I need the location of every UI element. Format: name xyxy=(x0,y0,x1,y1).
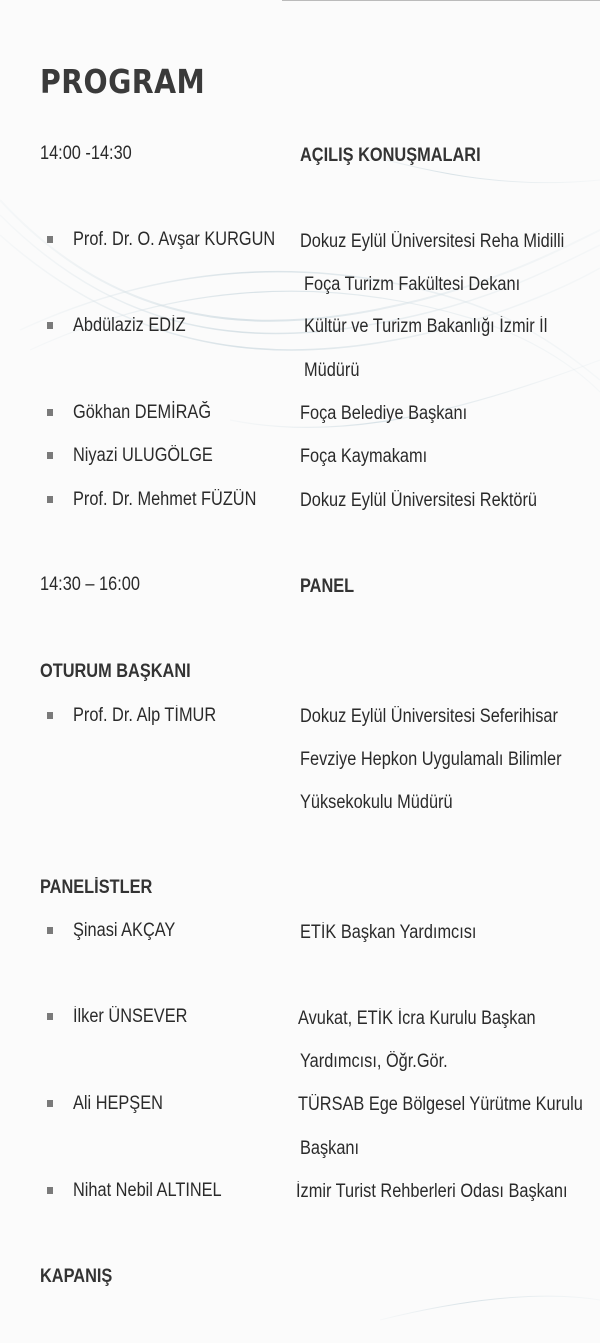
speaker-name: Abdülaziz EDİZ xyxy=(73,315,186,336)
closing-heading: KAPANIŞ xyxy=(40,1266,113,1287)
panelist-name: Şinasi AKÇAY xyxy=(73,920,176,941)
chair-heading: OTURUM BAŞKANI xyxy=(40,661,191,682)
bullet-marker xyxy=(47,452,53,459)
speaker-role-line: Dokuz Eylül Üniversitesi Reha Midilli xyxy=(300,231,565,252)
panelist-role-line: TÜRSAB Ege Bölgesel Yürütme Kurulu xyxy=(298,1094,583,1115)
panelist-role-line: Başkanı xyxy=(300,1138,360,1159)
opening-time: 14:00 -14:30 xyxy=(40,143,132,164)
chair-name: Prof. Dr. Alp TİMUR xyxy=(73,705,217,726)
speaker-role-line: Kültür ve Turizm Bakanlığı İzmir İl xyxy=(304,316,548,337)
panelist-name: Nihat Nebil ALTINEL xyxy=(73,1180,222,1201)
panel-heading: PANEL xyxy=(300,576,355,597)
panelist-role-line: İzmir Turist Rehberleri Odası Başkanı xyxy=(296,1181,568,1202)
chair-role-line: Dokuz Eylül Üniversitesi Seferihisar xyxy=(300,706,558,727)
bullet-marker xyxy=(47,927,53,934)
opening-heading: AÇILIŞ KONUŞMALARI xyxy=(300,145,481,166)
speaker-role-line: Foça Turizm Fakültesi Dekanı xyxy=(304,274,521,295)
speaker-name: Gökhan DEMİRAĞ xyxy=(73,402,212,423)
panel-time: 14:30 – 16:00 xyxy=(40,574,140,595)
bullet-marker xyxy=(47,322,53,329)
panelist-name: İlker ÜNSEVER xyxy=(73,1006,188,1027)
bullet-marker xyxy=(47,1187,53,1194)
speaker-name: Prof. Dr. Mehmet FÜZÜN xyxy=(73,489,257,510)
speaker-name: Prof. Dr. O. Avşar KURGUN xyxy=(73,229,276,250)
chair-role-line: Yüksekokulu Müdürü xyxy=(300,792,453,813)
panelist-role-line: Yardımcısı, Öğr.Gör. xyxy=(300,1051,448,1072)
speaker-role-line: Foça Kaymakamı xyxy=(300,446,428,467)
speaker-role-line: Müdürü xyxy=(304,360,360,381)
speaker-role-line: Foça Belediye Başkanı xyxy=(300,403,468,424)
bullet-marker xyxy=(47,1013,53,1020)
panelists-heading: PANELİSTLER xyxy=(40,877,153,898)
page-title: PROGRAM xyxy=(40,62,206,101)
speaker-name: Niyazi ULUGÖLGE xyxy=(73,445,213,466)
bullet-marker xyxy=(47,236,53,243)
bullet-marker xyxy=(47,496,53,503)
panelist-role-line: ETİK Başkan Yardımcısı xyxy=(300,922,477,943)
panelist-role-line: Avukat, ETİK İcra Kurulu Başkan xyxy=(298,1008,536,1029)
bullet-marker xyxy=(47,712,53,719)
panelist-name: Ali HEPŞEN xyxy=(73,1093,163,1114)
bullet-marker xyxy=(47,1100,53,1107)
bullet-marker xyxy=(47,409,53,416)
chair-role-line: Fevziye Hepkon Uygulamalı Bilimler xyxy=(300,749,562,770)
top-edge-line xyxy=(282,0,600,1)
speaker-role-line: Dokuz Eylül Üniversitesi Rektörü xyxy=(300,490,538,511)
